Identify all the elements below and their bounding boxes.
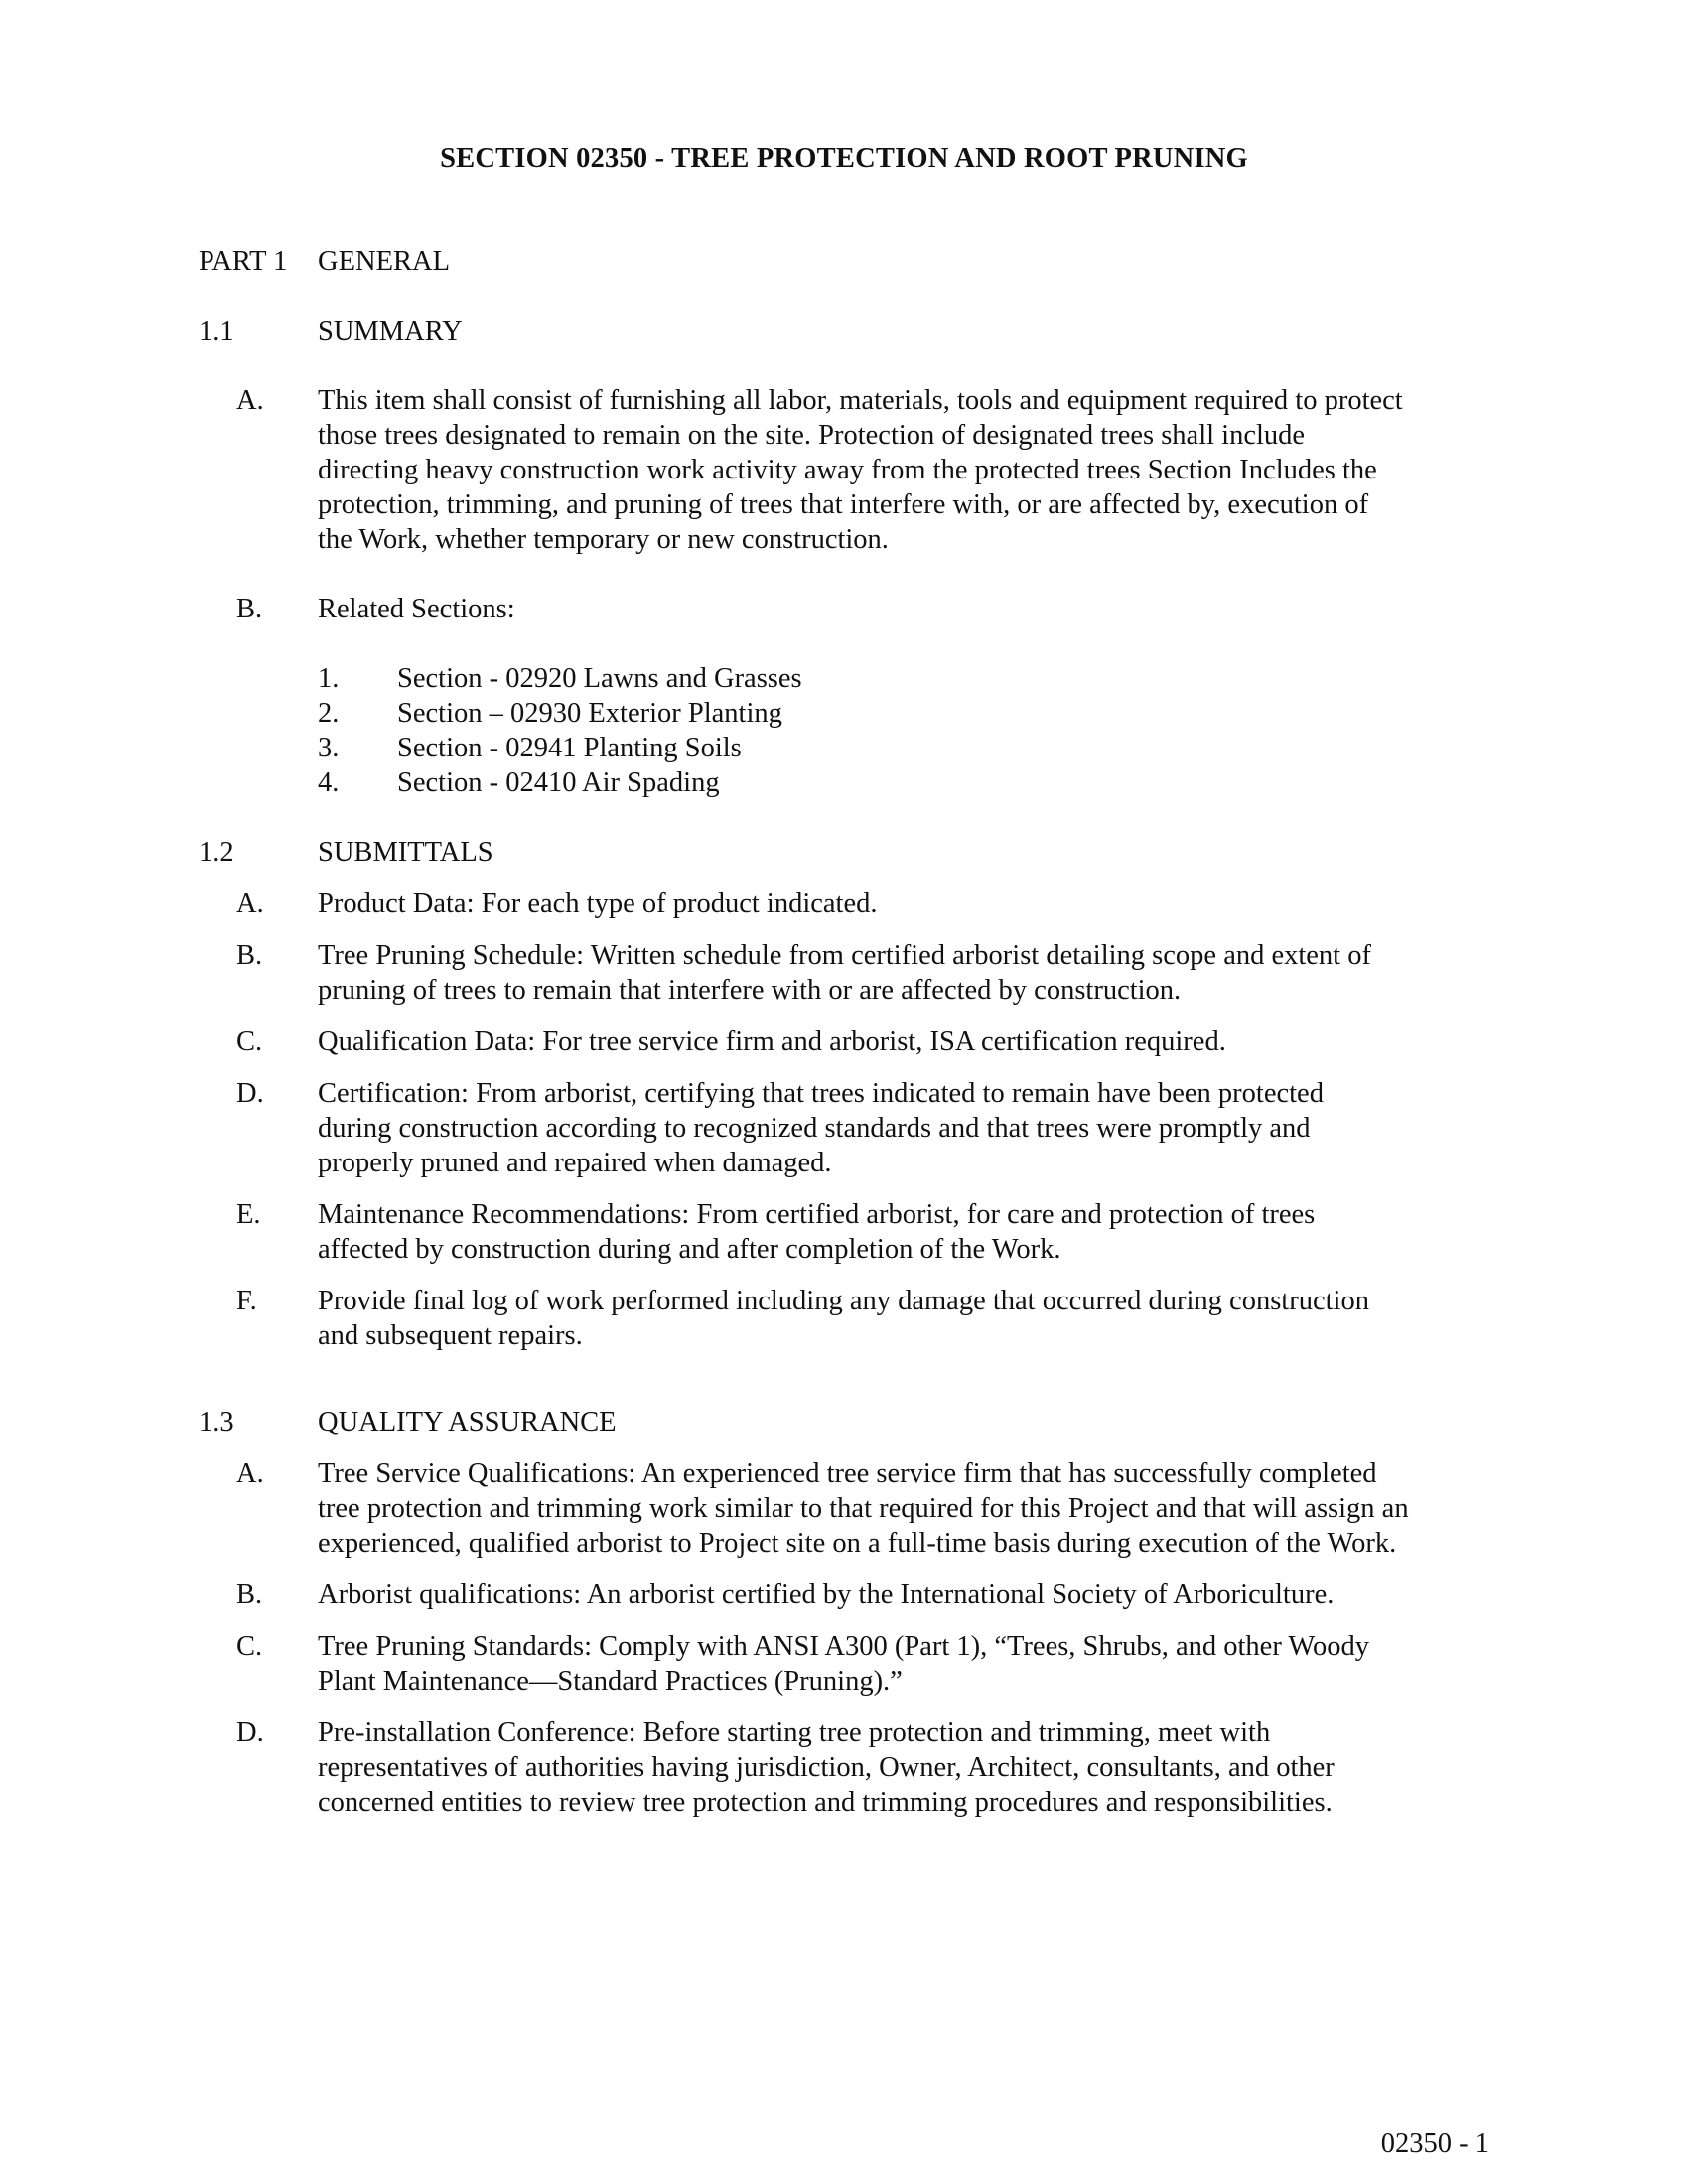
part-number: PART 1	[199, 246, 288, 277]
paragraph-label: B.	[236, 1579, 263, 1610]
paragraph-text: Product Data: For each type of product indicated.	[318, 888, 878, 919]
item-text: Section - 02920 Lawns and Grasses	[397, 663, 802, 694]
article-title: SUBMITTALS	[318, 837, 493, 868]
page-number: 02350 - 1	[1380, 2128, 1489, 2159]
paragraph-text	[318, 1456, 1499, 1561]
part-heading	[199, 244, 450, 279]
text-line: experienced, qualified arborist to Project site on a full-time basis during execution of the Work.	[318, 1528, 1397, 1559]
paragraph-label: C.	[236, 1631, 263, 1662]
paragraph-label: D.	[236, 1078, 264, 1109]
article-number: 1.3	[199, 1407, 234, 1437]
paragraph-label: D.	[236, 1717, 264, 1748]
text-line: concerned entities to review tree protection and trimming procedures and responsibilities.	[318, 1787, 1333, 1818]
paragraph-label: A.	[236, 1458, 264, 1489]
text-line: properly pruned and repaired when damaged.	[318, 1148, 832, 1178]
item-number: 3.	[318, 733, 340, 763]
text-line: Tree Service Qualifications: An experienced tree service firm that has successfully completed	[318, 1458, 1377, 1489]
article-number: 1.1	[199, 316, 234, 346]
paragraph-text	[318, 938, 1499, 1008]
text-line: Certification: From arborist, certifying that trees indicated to remain have been protected	[318, 1078, 1324, 1109]
paragraph-text	[318, 1715, 1499, 1820]
item-number: 1.	[318, 663, 340, 694]
text-line: the Work, whether temporary or new construction.	[318, 524, 889, 555]
text-line: This item shall consist of furnishing all labor, materials, tools and equipment required to protect	[318, 385, 1403, 416]
paragraph-text	[318, 1629, 1499, 1699]
item-number: 4.	[318, 767, 340, 798]
paragraph-label: B.	[236, 594, 263, 624]
paragraph-label: A.	[236, 385, 264, 416]
paragraph-text	[318, 1076, 1499, 1180]
text-line: affected by construction during and after completion of the Work.	[318, 1234, 1061, 1265]
paragraph-label: B.	[236, 940, 263, 971]
text-line: Tree Pruning Schedule: Written schedule from certified arborist detailing scope and extent of	[318, 940, 1371, 971]
paragraph-label: A.	[236, 888, 264, 919]
text-line: Pre-installation Conference: Before starting tree protection and trimming, meet with	[318, 1717, 1271, 1748]
item-text: Section - 02410 Air Spading	[397, 767, 720, 798]
text-line: pruning of trees to remain that interfere with or are affected by construction.	[318, 975, 1182, 1006]
paragraph-label: C.	[236, 1026, 263, 1057]
item-number: 2.	[318, 698, 340, 729]
text-line: tree protection and trimming work similar to that required for this Project and that will assign an	[318, 1493, 1409, 1524]
part-title: GENERAL	[318, 246, 450, 277]
text-line: Maintenance Recommendations: From certified arborist, for care and protection of trees	[318, 1199, 1316, 1230]
paragraph-text	[318, 1197, 1499, 1267]
paragraph-text: Qualification Data: For tree service firm and arborist, ISA certification required.	[318, 1026, 1226, 1057]
text-line: Provide final log of work performed including any damage that occurred during construction	[318, 1286, 1369, 1316]
section-title: SECTION 02350 - TREE PROTECTION AND ROOT PRUNING	[440, 143, 1248, 174]
paragraph-text	[318, 1284, 1499, 1353]
article-title: QUALITY ASSURANCE	[318, 1407, 617, 1437]
item-text: Section – 02930 Exterior Planting	[397, 698, 782, 729]
text-line: representatives of authorities having jurisdiction, Owner, Architect, consultants, and other	[318, 1752, 1335, 1783]
paragraph-label: F.	[236, 1286, 257, 1316]
paragraph-text: Arborist qualifications: An arborist certified by the International Society of Arboriculture.	[318, 1579, 1335, 1610]
article-number: 1.2	[199, 837, 234, 868]
text-line: those trees designated to remain on the site. Protection of designated trees shall include	[318, 420, 1306, 451]
paragraph-text	[318, 383, 1499, 557]
text-line: during construction according to recognized standards and that trees were promptly and	[318, 1113, 1311, 1144]
text-line: Plant Maintenance—Standard Practices (Pruning).”	[318, 1666, 903, 1697]
paragraph-text: Related Sections:	[318, 594, 515, 624]
item-text: Section - 02941 Planting Soils	[397, 733, 742, 763]
text-line: directing heavy construction work activity away from the protected trees Section Includes the	[318, 455, 1377, 485]
paragraph-label: E.	[236, 1199, 261, 1230]
text-line: and subsequent repairs.	[318, 1320, 583, 1351]
text-line: protection, trimming, and pruning of trees that interfere with, or are affected by, execution of	[318, 489, 1369, 520]
article-title: SUMMARY	[318, 316, 463, 346]
text-line: Tree Pruning Standards: Comply with ANSI A300 (Part 1), “Trees, Shrubs, and other Woody	[318, 1631, 1370, 1662]
